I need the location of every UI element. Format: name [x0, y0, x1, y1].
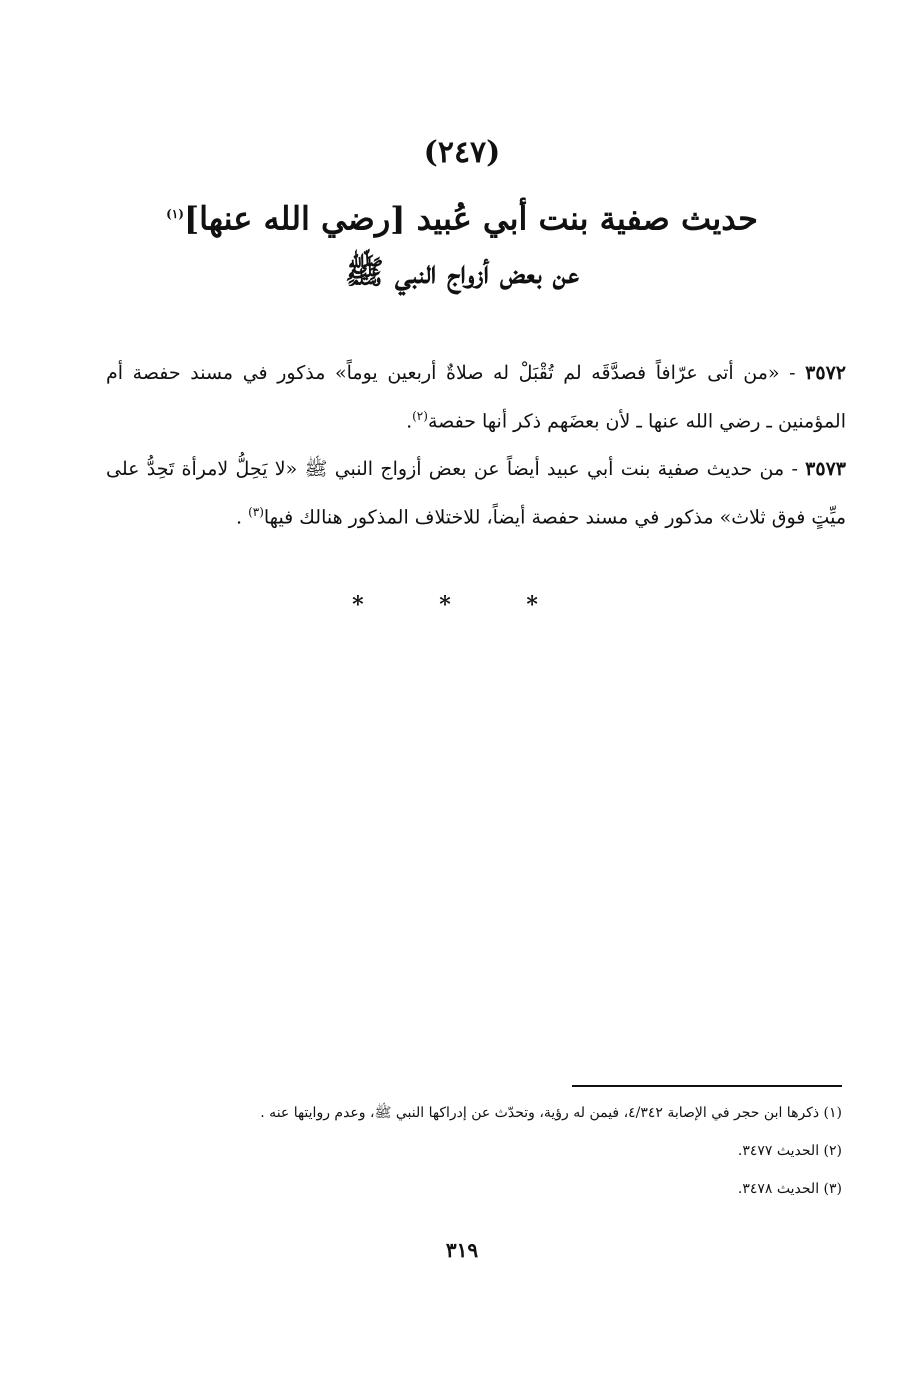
hadith-number: ٣٥٧٢ — [805, 362, 846, 384]
footnote-divider — [572, 1085, 842, 1087]
footnotes — [82, 1094, 842, 1208]
chapter-title-line-2: عن بعض أزواج النبي ﷺ — [345, 253, 579, 291]
title-text: حديث صفية بنت أبي عُبيد [رضي الله عنها] — [183, 199, 758, 238]
footnote: (٣) الحديث ٣٤٧٨. — [737, 1181, 842, 1197]
sentence-end: . — [235, 506, 249, 529]
hadith-group-number: (٢٤٧) — [423, 135, 501, 170]
footnote-marker: (١) — [166, 207, 184, 221]
section-separator: * * * — [352, 592, 572, 618]
footnote-marker: (٢) — [412, 409, 428, 423]
hadith-entry — [106, 448, 846, 539]
footnote: (٢) الحديث ٣٤٧٧. — [737, 1143, 842, 1159]
hadith-text: - من حديث صفية بنت أبي عبيد أيضاً عن بعض أزواج النبي ﷺ «لا يَحِلُّ لامرأة تَحِدُّ على ميِّتٍ فوق ثلاث» مذكور في مسند حفصة أيضاً، للاختلاف المذكور هنالك فيها — [106, 458, 846, 529]
hadith-text: - «من أتى عرّافاً فصدَّقَه لم تُقْبَلْ له صلاةٌ أربعين يوماً» مذكور في مسند حفصة أم المؤمنين ـ رضي الله عنها ـ لأن بعضَهم ذكر أنها حفصة — [106, 362, 846, 433]
hadith-entry — [106, 352, 846, 443]
hadith-number: ٣٥٧٣ — [805, 458, 846, 480]
footnote-marker: (٣) — [248, 505, 264, 519]
chapter-title-line-1 — [100, 192, 824, 241]
page-number: ٣١٩ — [445, 1238, 479, 1262]
footnote: (١) ذكرها ابن حجر في الإصابة ٤/٣٤٢، فيمن له رؤية، وتحدّث عن إدراكها النبي ﷺ، وعدم روايتها عنه . — [260, 1105, 842, 1121]
sentence-end: . — [406, 410, 413, 433]
